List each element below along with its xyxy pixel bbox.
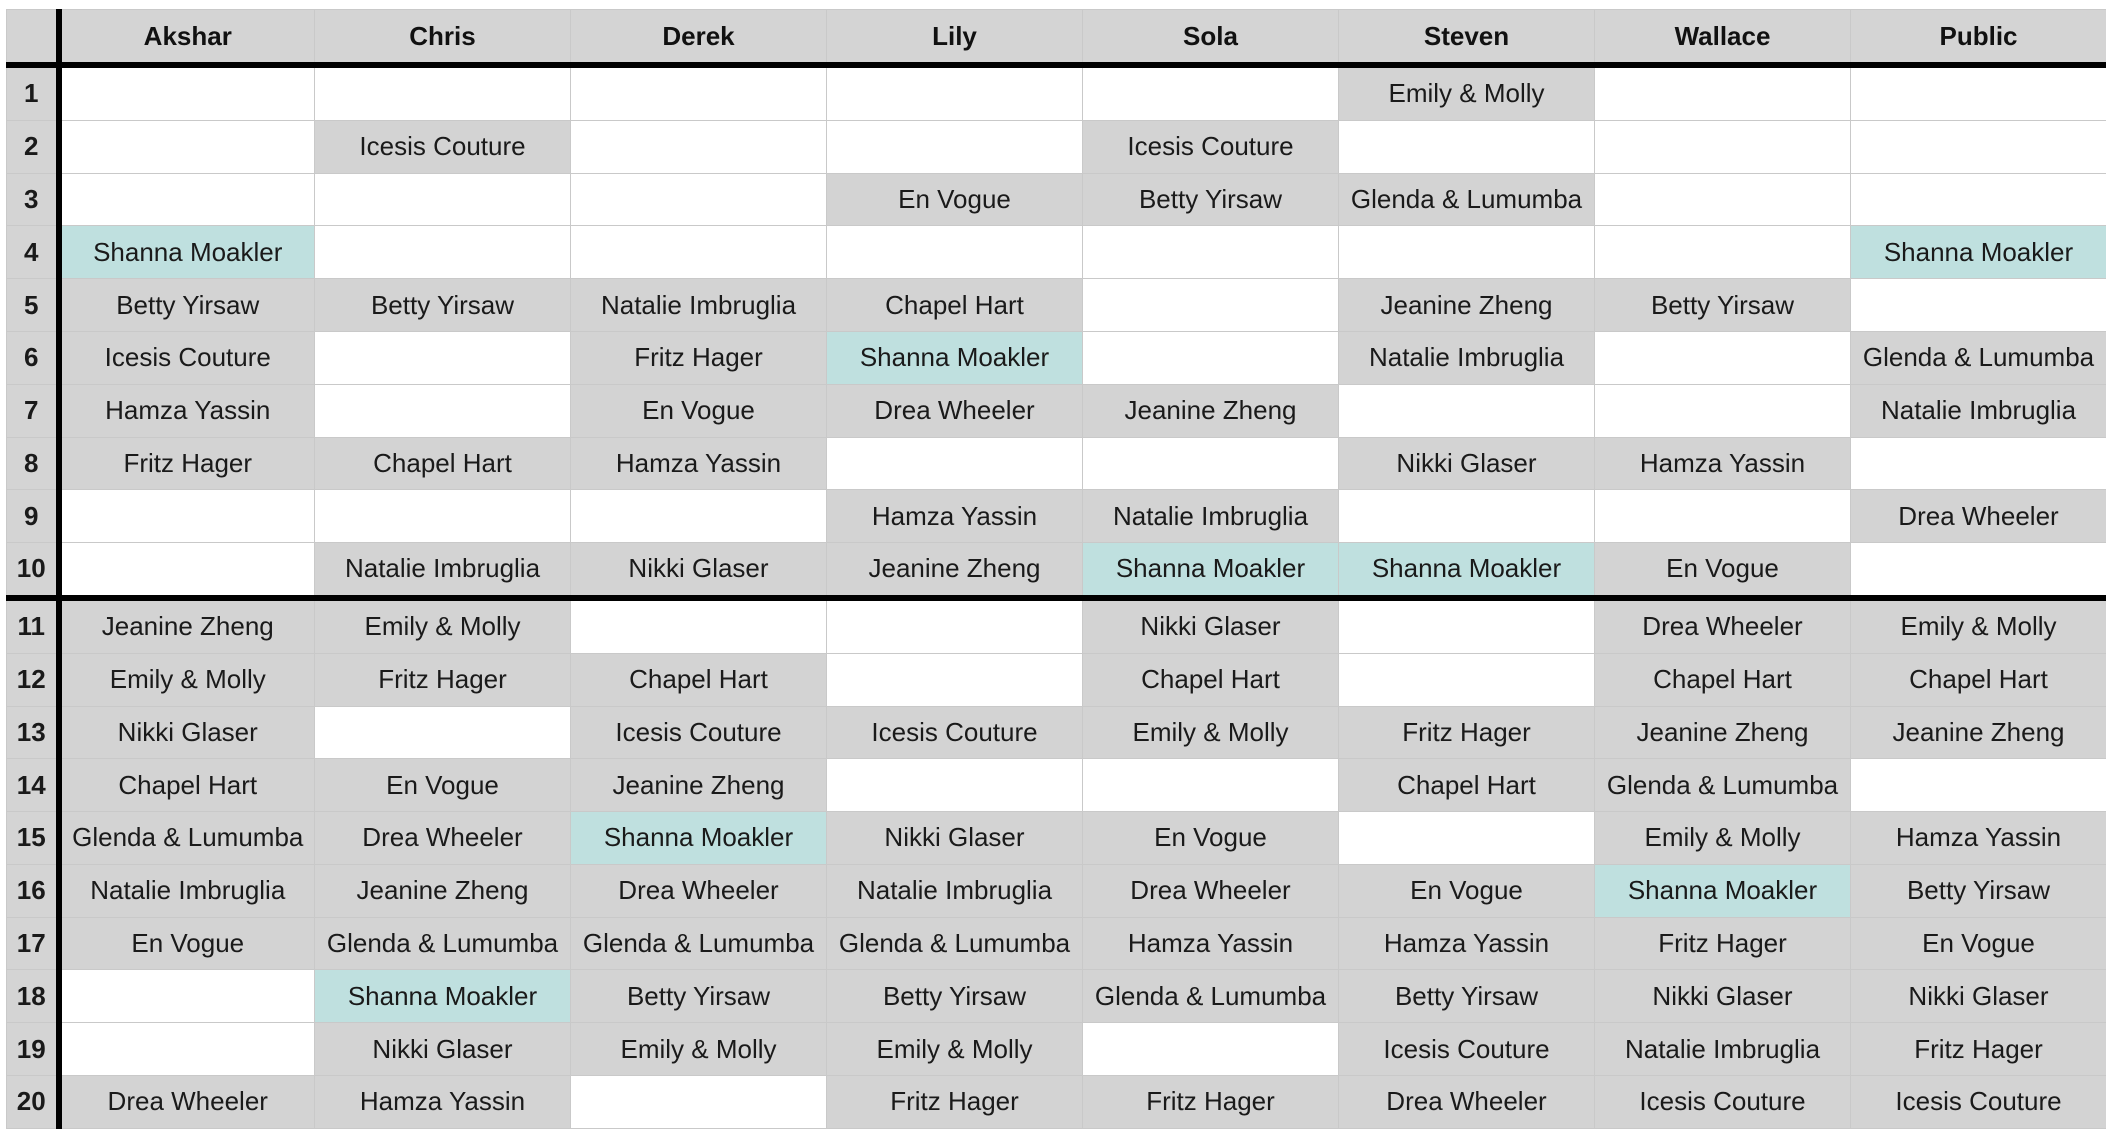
table-cell[interactable]: Nikki Glaser xyxy=(571,543,827,598)
table-cell[interactable]: Jeanine Zheng xyxy=(315,864,571,917)
table-cell[interactable]: Chapel Hart xyxy=(1851,653,2106,706)
table-cell[interactable]: Fritz Hager xyxy=(1339,706,1595,759)
table-cell[interactable] xyxy=(571,173,827,226)
table-cell[interactable]: Emily & Molly xyxy=(827,1023,1083,1076)
table-row xyxy=(7,706,2106,759)
row-number: 12 xyxy=(7,653,59,706)
table-cell[interactable] xyxy=(1595,331,1851,384)
table-cell[interactable] xyxy=(315,331,571,384)
row-number: 13 xyxy=(7,706,59,759)
table-cell[interactable]: Glenda & Lumumba xyxy=(1851,331,2106,384)
table-row xyxy=(7,970,2106,1023)
table-cell[interactable]: Fritz Hager xyxy=(1083,1075,1339,1128)
table-cell[interactable] xyxy=(1339,384,1595,437)
table-cell[interactable]: Drea Wheeler xyxy=(1851,490,2106,543)
table-cell[interactable]: Glenda & Lumumba xyxy=(827,917,1083,970)
table-cell[interactable]: Drea Wheeler xyxy=(315,812,571,865)
table-cell[interactable]: Nikki Glaser xyxy=(1083,598,1339,653)
table-cell[interactable] xyxy=(1339,226,1595,279)
table-cell[interactable] xyxy=(1851,279,2106,332)
table-cell[interactable] xyxy=(1851,65,2106,120)
table-cell[interactable]: En Vogue xyxy=(571,384,827,437)
table-cell[interactable] xyxy=(1851,437,2106,490)
table-body xyxy=(7,65,2106,1129)
table-row xyxy=(7,1075,2106,1128)
table-cell[interactable]: Emily & Molly xyxy=(1851,598,2106,653)
row-number: 14 xyxy=(7,759,59,812)
table-cell[interactable]: Betty Yirsaw xyxy=(1851,864,2106,917)
row-number: 17 xyxy=(7,917,59,970)
table-row xyxy=(7,759,2106,812)
table-cell[interactable]: Icesis Couture xyxy=(1083,120,1339,173)
table-cell[interactable] xyxy=(1339,598,1595,653)
table-cell[interactable]: Shanna Moakler xyxy=(315,970,571,1023)
row-number: 3 xyxy=(7,173,59,226)
table-row xyxy=(7,917,2106,970)
table-cell[interactable]: Jeanine Zheng xyxy=(1851,706,2106,759)
table-cell[interactable]: Chapel Hart xyxy=(1595,653,1851,706)
table-cell[interactable]: Betty Yirsaw xyxy=(1339,970,1595,1023)
table-cell[interactable] xyxy=(827,598,1083,653)
table-cell[interactable]: Nikki Glaser xyxy=(827,812,1083,865)
table-cell[interactable] xyxy=(1083,331,1339,384)
table-cell[interactable] xyxy=(59,173,315,226)
table-cell[interactable]: En Vogue xyxy=(1083,812,1339,865)
table-cell[interactable]: Glenda & Lumumba xyxy=(315,917,571,970)
table-cell[interactable]: Emily & Molly xyxy=(315,598,571,653)
table-cell[interactable]: En Vogue xyxy=(315,759,571,812)
table-cell[interactable] xyxy=(1083,437,1339,490)
column-header-akshar: Akshar xyxy=(59,10,315,66)
column-header-lily: Lily xyxy=(827,10,1083,66)
table-cell[interactable] xyxy=(571,65,827,120)
column-header-wallace: Wallace xyxy=(1595,10,1851,66)
row-number: 10 xyxy=(7,543,59,598)
table-cell[interactable]: Nikki Glaser xyxy=(1339,437,1595,490)
table-header xyxy=(7,10,2106,66)
table-cell[interactable] xyxy=(1851,543,2106,598)
table-cell[interactable] xyxy=(571,226,827,279)
table-cell[interactable]: Fritz Hager xyxy=(59,437,315,490)
row-number: 6 xyxy=(7,331,59,384)
table-cell[interactable]: Emily & Molly xyxy=(1595,812,1851,865)
table-cell[interactable]: Hamza Yassin xyxy=(1851,812,2106,865)
row-number: 15 xyxy=(7,812,59,865)
table-cell[interactable]: Jeanine Zheng xyxy=(571,759,827,812)
column-header-steven: Steven xyxy=(1339,10,1595,66)
ranking-table xyxy=(6,9,2106,1129)
row-number: 4 xyxy=(7,226,59,279)
table-row xyxy=(7,226,2106,279)
table-cell[interactable] xyxy=(1083,279,1339,332)
table-cell[interactable] xyxy=(315,65,571,120)
table-row xyxy=(7,331,2106,384)
table-cell[interactable]: Glenda & Lumumba xyxy=(1595,759,1851,812)
table-cell[interactable]: Icesis Couture xyxy=(315,120,571,173)
row-number: 5 xyxy=(7,279,59,332)
corner-cell xyxy=(7,10,59,66)
table-cell[interactable]: Chapel Hart xyxy=(1083,653,1339,706)
table-cell[interactable]: Natalie Imbruglia xyxy=(1083,490,1339,543)
table-row xyxy=(7,173,2106,226)
table-cell[interactable]: Hamza Yassin xyxy=(59,384,315,437)
table-cell[interactable] xyxy=(827,759,1083,812)
table-cell[interactable]: Hamza Yassin xyxy=(571,437,827,490)
table-row xyxy=(7,1023,2106,1076)
table-cell[interactable]: Shanna Moakler xyxy=(1595,864,1851,917)
table-cell[interactable] xyxy=(1083,65,1339,120)
table-cell[interactable] xyxy=(827,120,1083,173)
table-cell[interactable]: Natalie Imbruglia xyxy=(1595,1023,1851,1076)
table-cell[interactable]: Glenda & Lumumba xyxy=(1083,970,1339,1023)
table-cell[interactable] xyxy=(571,490,827,543)
table-cell[interactable]: Chapel Hart xyxy=(571,653,827,706)
table-cell[interactable] xyxy=(59,490,315,543)
table-cell[interactable] xyxy=(315,490,571,543)
table-cell[interactable]: Shanna Moakler xyxy=(571,812,827,865)
table-cell[interactable] xyxy=(315,226,571,279)
table-cell[interactable]: Drea Wheeler xyxy=(1595,598,1851,653)
table-cell[interactable] xyxy=(59,1023,315,1076)
table-cell[interactable] xyxy=(1851,759,2106,812)
column-header-chris: Chris xyxy=(315,10,571,66)
table-cell[interactable] xyxy=(571,1075,827,1128)
table-cell[interactable]: Shanna Moakler xyxy=(1339,543,1595,598)
table-cell[interactable]: Natalie Imbruglia xyxy=(1339,331,1595,384)
table-cell[interactable]: Icesis Couture xyxy=(571,706,827,759)
row-number: 9 xyxy=(7,490,59,543)
table-cell[interactable]: Natalie Imbruglia xyxy=(827,864,1083,917)
table-cell[interactable]: Fritz Hager xyxy=(827,1075,1083,1128)
table-cell[interactable]: Emily & Molly xyxy=(1339,65,1595,120)
row-number: 7 xyxy=(7,384,59,437)
table-row xyxy=(7,120,2106,173)
table-cell[interactable] xyxy=(827,437,1083,490)
table-cell[interactable]: En Vogue xyxy=(1595,543,1851,598)
table-cell[interactable] xyxy=(1339,120,1595,173)
column-header-sola: Sola xyxy=(1083,10,1339,66)
table-cell[interactable]: En Vogue xyxy=(59,917,315,970)
table-row xyxy=(7,812,2106,865)
table-cell[interactable]: Chapel Hart xyxy=(1339,759,1595,812)
table-row xyxy=(7,598,2106,653)
table-row xyxy=(7,653,2106,706)
row-number: 18 xyxy=(7,970,59,1023)
table-cell[interactable]: Icesis Couture xyxy=(1339,1023,1595,1076)
table-row xyxy=(7,864,2106,917)
table-cell[interactable]: Shanna Moakler xyxy=(1851,226,2106,279)
table-cell[interactable]: Natalie Imbruglia xyxy=(1851,384,2106,437)
table-row xyxy=(7,65,2106,120)
table-cell[interactable] xyxy=(1595,226,1851,279)
table-cell[interactable]: Hamza Yassin xyxy=(827,490,1083,543)
table-cell[interactable] xyxy=(1595,173,1851,226)
table-cell[interactable] xyxy=(571,598,827,653)
table-row xyxy=(7,490,2106,543)
row-number: 16 xyxy=(7,864,59,917)
table-cell[interactable] xyxy=(827,226,1083,279)
table-cell[interactable]: Jeanine Zheng xyxy=(1083,384,1339,437)
table-cell[interactable]: En Vogue xyxy=(827,173,1083,226)
table-cell[interactable]: Glenda & Lumumba xyxy=(571,917,827,970)
column-header-derek: Derek xyxy=(571,10,827,66)
table-row xyxy=(7,543,2106,598)
table-cell[interactable]: Betty Yirsaw xyxy=(1595,279,1851,332)
table-cell[interactable]: Natalie Imbruglia xyxy=(315,543,571,598)
table-cell[interactable]: Betty Yirsaw xyxy=(827,970,1083,1023)
table-cell[interactable]: Jeanine Zheng xyxy=(1595,706,1851,759)
table-cell[interactable]: En Vogue xyxy=(1339,864,1595,917)
table-cell[interactable]: Emily & Molly xyxy=(1083,706,1339,759)
table-cell[interactable] xyxy=(1339,490,1595,543)
table-cell[interactable] xyxy=(315,706,571,759)
table-cell[interactable] xyxy=(59,543,315,598)
table-cell[interactable] xyxy=(827,653,1083,706)
table-cell[interactable] xyxy=(827,65,1083,120)
table-cell[interactable]: Icesis Couture xyxy=(1595,1075,1851,1128)
table-row xyxy=(7,384,2106,437)
row-number: 11 xyxy=(7,598,59,653)
row-number: 19 xyxy=(7,1023,59,1076)
table-cell[interactable]: Nikki Glaser xyxy=(59,706,315,759)
table-cell[interactable] xyxy=(59,65,315,120)
table-cell[interactable] xyxy=(1083,1023,1339,1076)
table-cell[interactable]: Nikki Glaser xyxy=(315,1023,571,1076)
table-cell[interactable]: Hamza Yassin xyxy=(1339,917,1595,970)
table-cell[interactable]: Glenda & Lumumba xyxy=(59,812,315,865)
table-cell[interactable]: Emily & Molly xyxy=(59,653,315,706)
table-cell[interactable]: Nikki Glaser xyxy=(1851,970,2106,1023)
table-cell[interactable] xyxy=(571,120,827,173)
row-number: 8 xyxy=(7,437,59,490)
table-cell[interactable]: Betty Yirsaw xyxy=(59,279,315,332)
table-cell[interactable]: Chapel Hart xyxy=(827,279,1083,332)
table-cell[interactable]: Jeanine Zheng xyxy=(827,543,1083,598)
table-cell[interactable]: Shanna Moakler xyxy=(827,331,1083,384)
table-cell[interactable]: Fritz Hager xyxy=(1851,1023,2106,1076)
table-cell[interactable]: Natalie Imbruglia xyxy=(571,279,827,332)
table-cell[interactable] xyxy=(1851,173,2106,226)
table-cell[interactable]: Hamza Yassin xyxy=(315,1075,571,1128)
table-cell[interactable]: Icesis Couture xyxy=(827,706,1083,759)
row-number: 1 xyxy=(7,65,59,120)
table-row xyxy=(7,437,2106,490)
table-cell[interactable]: Chapel Hart xyxy=(59,759,315,812)
table-cell[interactable] xyxy=(1083,226,1339,279)
table-cell[interactable]: Hamza Yassin xyxy=(1595,437,1851,490)
table-cell[interactable]: Drea Wheeler xyxy=(827,384,1083,437)
table-cell[interactable]: Fritz Hager xyxy=(571,331,827,384)
table-cell[interactable]: Icesis Couture xyxy=(1851,1075,2106,1128)
table-cell[interactable]: Chapel Hart xyxy=(315,437,571,490)
table-cell[interactable]: Emily & Molly xyxy=(571,1023,827,1076)
table-cell[interactable]: Natalie Imbruglia xyxy=(59,864,315,917)
table-cell[interactable] xyxy=(1339,653,1595,706)
table-cell[interactable] xyxy=(315,173,571,226)
header-row xyxy=(7,10,2106,66)
table-cell[interactable]: En Vogue xyxy=(1851,917,2106,970)
table-cell[interactable]: Icesis Couture xyxy=(59,331,315,384)
table-cell[interactable]: Fritz Hager xyxy=(1595,917,1851,970)
table-cell[interactable] xyxy=(1595,384,1851,437)
table-cell[interactable]: Betty Yirsaw xyxy=(571,970,827,1023)
table-row xyxy=(7,279,2106,332)
table-cell[interactable] xyxy=(1595,490,1851,543)
table-cell[interactable]: Jeanine Zheng xyxy=(59,598,315,653)
table-cell[interactable] xyxy=(1595,120,1851,173)
table-cell[interactable]: Shanna Moakler xyxy=(59,226,315,279)
table-cell[interactable] xyxy=(59,120,315,173)
table-cell[interactable] xyxy=(1851,120,2106,173)
table-cell[interactable]: Drea Wheeler xyxy=(1083,864,1339,917)
table-cell[interactable] xyxy=(59,970,315,1023)
table-cell[interactable]: Jeanine Zheng xyxy=(1339,279,1595,332)
table-cell[interactable]: Betty Yirsaw xyxy=(1083,173,1339,226)
table-cell[interactable] xyxy=(1339,812,1595,865)
table-cell[interactable] xyxy=(1083,759,1339,812)
table-cell[interactable]: Drea Wheeler xyxy=(571,864,827,917)
table-cell[interactable]: Fritz Hager xyxy=(315,653,571,706)
column-header-public: Public xyxy=(1851,10,2106,66)
row-number: 2 xyxy=(7,120,59,173)
row-number: 20 xyxy=(7,1075,59,1128)
table-cell[interactable]: Betty Yirsaw xyxy=(315,279,571,332)
table-cell[interactable]: Hamza Yassin xyxy=(1083,917,1339,970)
table-cell[interactable] xyxy=(315,384,571,437)
table-cell[interactable] xyxy=(1595,65,1851,120)
table-cell[interactable]: Nikki Glaser xyxy=(1595,970,1851,1023)
table-cell[interactable]: Glenda & Lumumba xyxy=(1339,173,1595,226)
table-cell[interactable]: Shanna Moakler xyxy=(1083,543,1339,598)
table-cell[interactable]: Drea Wheeler xyxy=(1339,1075,1595,1128)
table-cell[interactable]: Drea Wheeler xyxy=(59,1075,315,1128)
